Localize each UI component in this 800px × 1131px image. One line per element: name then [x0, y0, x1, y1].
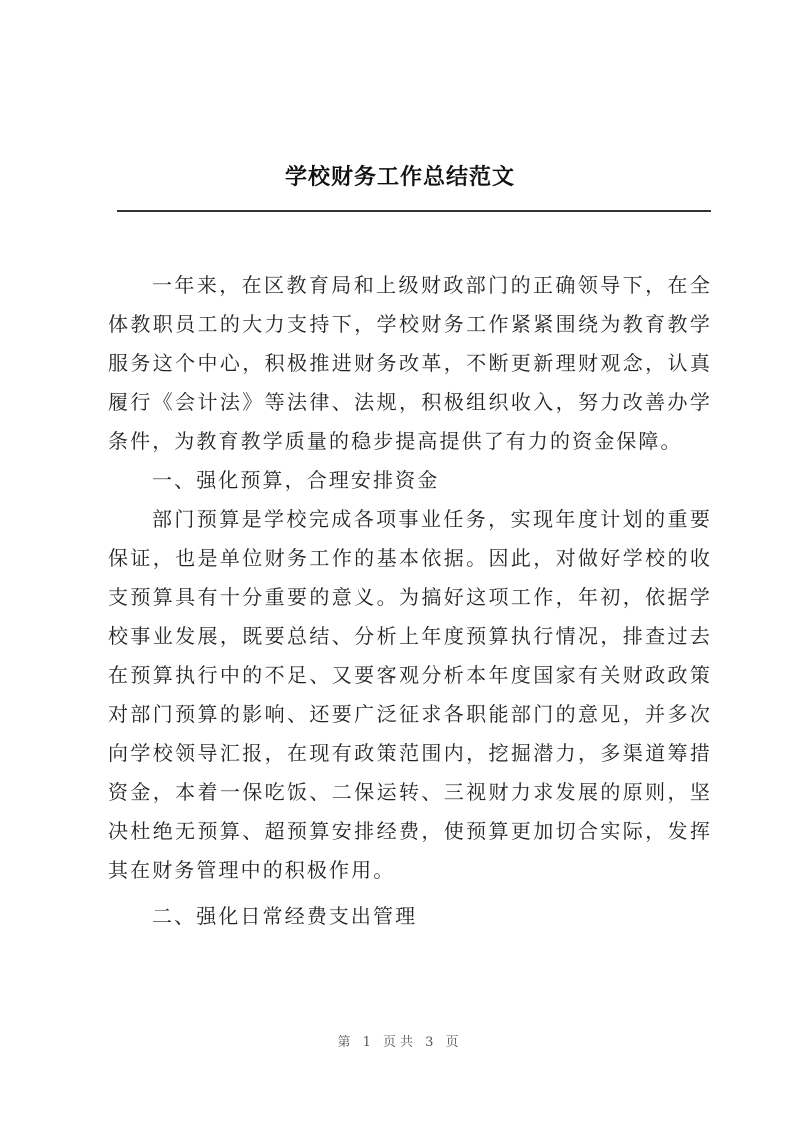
- title-divider: [117, 210, 711, 212]
- section-heading-1: 一、强化预算，合理安排资金: [152, 468, 440, 492]
- document-title: 学校财务工作总结范文: [284, 165, 515, 190]
- section-1-paragraph: 部门预算是学校完成各项事业任务，实现年度计划的重要保证，也是单位财务工作的基本依据。因此，对做好学校的收支预算具有十分重要的意义。为搞好这项工作，年初，依据学校事业发展，既要总结、分析上年度预算执行情况，排查过去在预算执行中的不足、又要客观分析本年度国家有关财政政策对部门预算的影响、还要广泛征求各职能部门的意见，并多次向学校领导汇报，在现有政策范围内，挖掘潜力，多渠道筹措资金，本着一保吃饭、二保运转、三视财力求发展的原则，坚决杜绝无预算、超预算安排经费，使预算更加切合实际，发挥其在财务管理中的积极作用。: [108, 507, 712, 882]
- intro-paragraph: 一年来，在区教育局和上级财政部门的正确领导下，在全体教职员工的大力支持下，学校财务工作紧紧围绕为教育教学服务这个中心，积极推进财务改革，不断更新理财观念，认真履行《会计法》等法律、法规，积极组织收入，努力改善办学条件，为教育教学质量的稳步提高提供了有力的资金保障。: [108, 273, 712, 453]
- page-footer: 第 1 页共 3 页: [337, 1035, 463, 1050]
- section-heading-2: 二、强化日常经费支出管理: [152, 904, 418, 928]
- document-body: [108, 266, 712, 936]
